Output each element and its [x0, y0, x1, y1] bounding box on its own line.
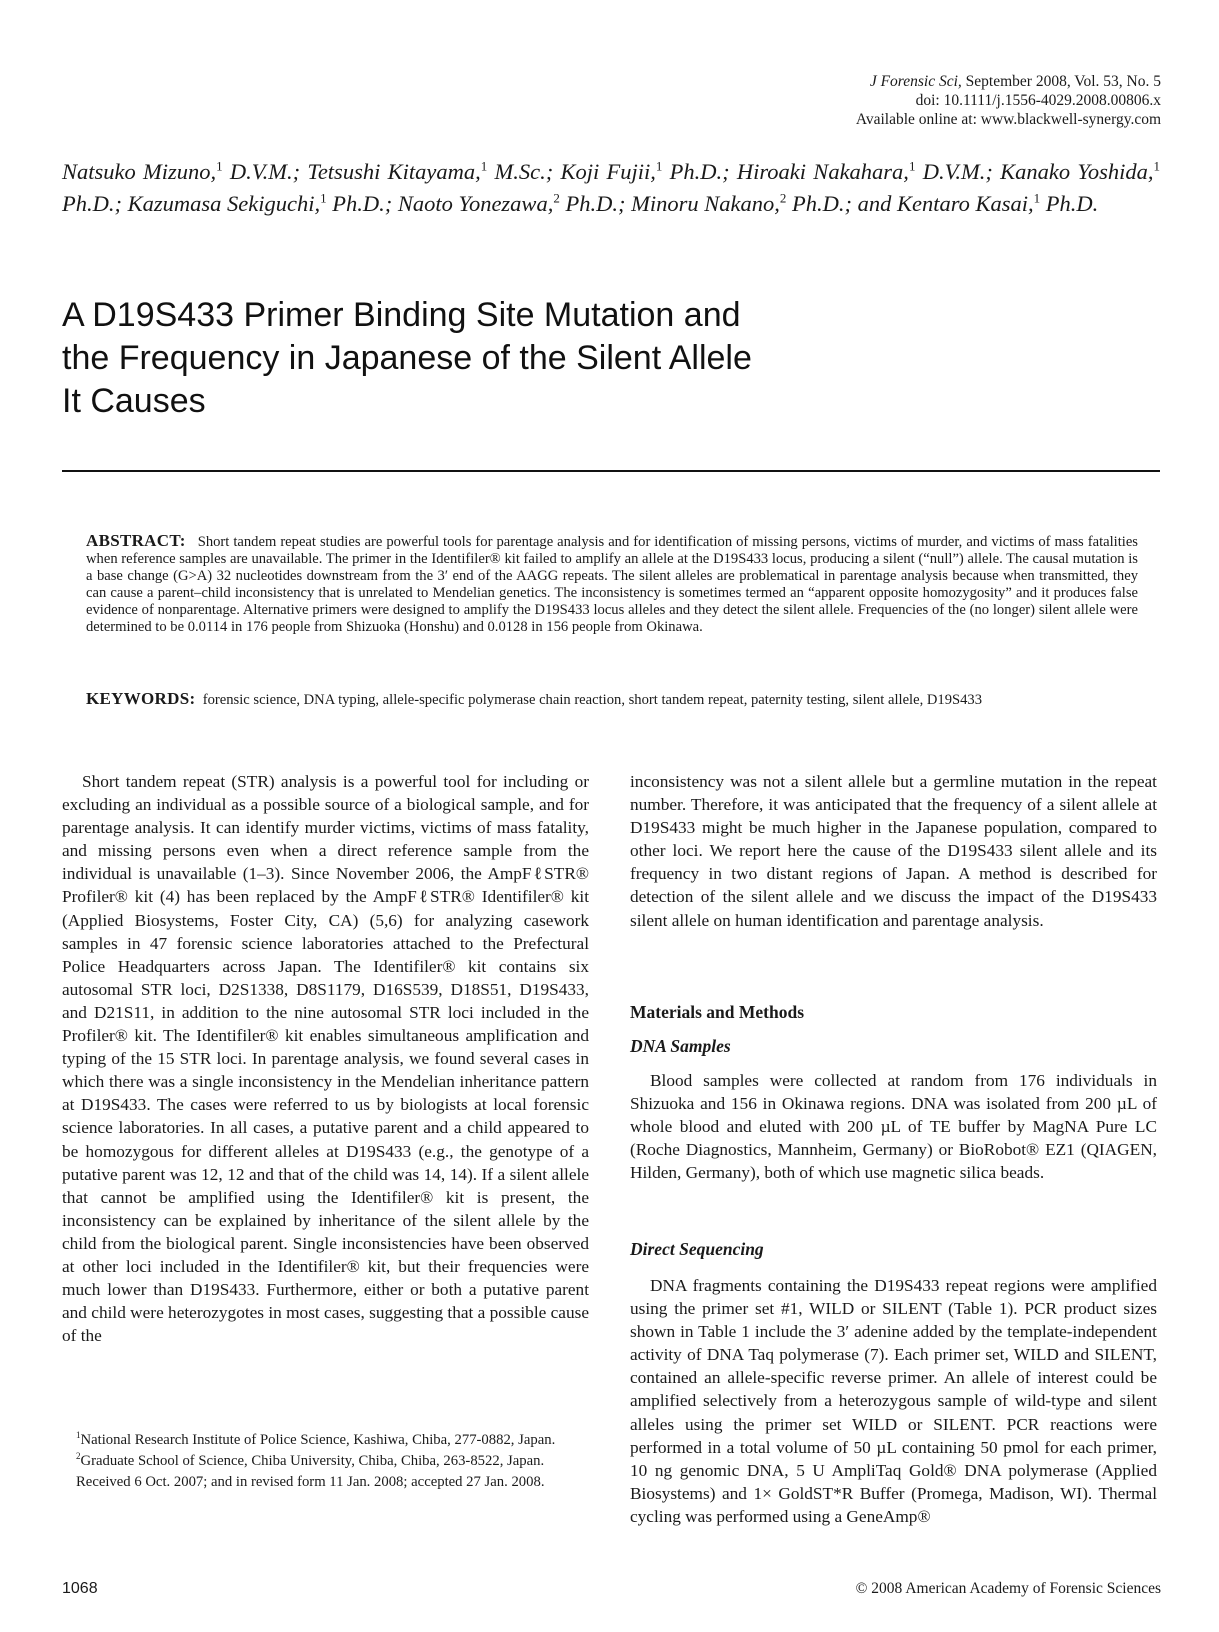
title-line: A D19S433 Primer Binding Site Mutation and — [62, 296, 741, 334]
journal-issue: September 2008, Vol. 53, No. 5 — [961, 73, 1161, 90]
paper-title — [62, 294, 922, 423]
author: Kanako Yoshida,$^1$ Ph.D.; — [62, 158, 1161, 216]
affiliation-footnote: $^1$National Research Institute of Police Science, Kashiwa, Chiba, 277-0882, Japan. — [76, 1430, 556, 1448]
author-list — [62, 156, 1160, 220]
doi: doi: 10.1111/j.1556-4029.2008.00806.x — [915, 92, 1161, 109]
section-heading-methods: Materials and Methods — [630, 1002, 805, 1022]
abstract-text: Short tandem repeat studies are powerful tools for parentage analysis and for identification of missing persons, victims of murder, and victims of mass fatalities when reference samples are unavailable. The primer in the Identifiler® kit failed to amplify an allele at the D19S433 locus, producing a silent (“null”) allele. The causal mutation is a base change (G>A) 32 nucleotides downstream from the 3′ end of the AAGG repeats. The silent alleles are problematical in parentage analysis because when transmitted, they can cause a parent–child inconsistency that is unrelated to Mendelian genetics. The inconsistency is sometimes termed an “apparent opposite homozygosity” and it produces false evidence of nonparentage. Alternative primers were designed to amplify the D19S433 locus alleles and they detect the silent allele. Frequencies of the (no longer) silent allele were determined to be 0.0114 in 176 people from Shizuoka (Honshu) and 0.0128 in 156 people from Okinawa. — [86, 534, 1138, 636]
subsection-heading-dna-samples: DNA Samples — [630, 1036, 731, 1056]
author: Naoto Yonezawa,$^2$ Ph.D.; — [397, 190, 626, 216]
journal-citation — [856, 72, 1161, 91]
left-column — [62, 770, 589, 1347]
author: Koji Fujii,$^1$ Ph.D.; — [560, 158, 730, 184]
dna-samples-text: Blood samples were collected at random from 176 individuals in Shizuoka and 156 in Okinawa regions. DNA was isolated from 200 µL of whole blood and eluted with 200 µL of TE buffer by MagNA Pure LC (Roche Diagnostics, Mannheim, Germany) or BioRobot® EZ1 (QIAGEN, Hilden, Germany), both of which use magnetic silica beads. — [630, 1071, 1157, 1183]
title-line: the Frequency in Japanese of the Silent Allele — [62, 339, 752, 377]
page-number: 1068 — [62, 1580, 98, 1597]
author: Kazumasa Sekiguchi,$^1$ Ph.D.; — [127, 190, 393, 216]
intro-paragraph-continued: inconsistency was not a silent allele but a germline mutation in the repeat number. Therefore, it was anticipated that the frequency of a silent allele at D19S433 might be much higher in the Japanese population, compared to other loci. We report here the cause of the D19S433 silent allele and its frequency in two distant regions of Japan. A method is described for detection of the silent allele and we discuss the impact of the D19S433 silent allele on human identification and parentage analysis. — [630, 772, 1157, 930]
abstract — [86, 532, 1138, 637]
received-dates: Received 6 Oct. 2007; and in revised form 11 Jan. 2008; accepted 27 Jan. 2008. — [76, 1474, 545, 1491]
footnotes — [62, 1432, 589, 1496]
author: Tetsushi Kitayama,$^1$ M.Sc.; — [307, 158, 554, 184]
title-line: It Causes — [62, 382, 206, 420]
keywords-label: KEYWORDS: — [86, 689, 196, 708]
dna-samples-paragraph — [630, 1069, 1157, 1184]
intro-paragraph: Short tandem repeat (STR) analysis is a powerful tool for including or excluding an individual as a possible source of a biological sample, and for parentage analysis. It can identify murder victims, victims of mass fatality, and missing persons even when a direct reference sample from the individual is unavailable (1–3). Since November 2006, the AmpFℓSTR® Profiler® kit (4) has been replaced by the AmpFℓSTR® Identifiler® kit (Applied Biosystems, Foster City, CA) (5,6) for analyzing casework samples in 47 forensic science laboratories attached to the Prefectural Police Headquarters across Japan. The Identifiler® kit contains six autosomal STR loci, D2S1338, D8S1179, D16S539, D18S51, D19S433, and D21S11, in addition to the nine autosomal STR loci included in the Profiler® kit. The Identifiler® kit enables simultaneous amplification and typing of the 15 STR loci. In parentage analysis, we found several cases in which there was a single inconsistency in the Mendelian inheritance pattern at D19S433. The cases were referred to us by biologists at local forensic science laboratories. In all cases, a putative parent and a child appeared to be homozygous for different alleles at D19S433 (e.g., the genotype of a putative parent was 12, 12 and that of the child was 14, 14). If a silent allele that cannot be amplified using the Identifiler® kit is present, the inconsistency can be explained by inheritance of the silent allele by the child from the biological parent. Single inconsistencies have been observed at other loci included in the Identifiler® kit, but their frequencies were much lower than D19S433. Furthermore, either or both a putative parent and child were heterozygotes in most cases, suggesting that a possible cause of the — [62, 772, 589, 1346]
copyright-notice: © 2008 American Academy of Forensic Sciences — [855, 1580, 1161, 1597]
author: Natsuko Mizuno,$^1$ D.V.M.; — [62, 158, 301, 184]
author: Minoru Nakano,$^2$ Ph.D.; — [631, 190, 852, 216]
affiliation-footnote: $^2$Graduate School of Science, Chiba University, Chiba, Chiba, 263-8522, Japan. — [76, 1451, 545, 1470]
keywords — [86, 690, 1138, 709]
journal-header — [856, 72, 1161, 129]
keywords-text: forensic science, DNA typing, allele-specific polymerase chain reaction, short tandem repeat, paternity testing, silent allele, D19S433 — [202, 692, 983, 708]
author: and Kentaro Kasai,$^1$ Ph.D. — [857, 190, 1099, 216]
journal-name: J Forensic Sci, — [869, 73, 962, 90]
online-availability: Available online at: www.blackwell-synergy.com — [855, 111, 1161, 128]
right-column-intro — [630, 770, 1157, 932]
direct-sequencing-paragraph — [630, 1274, 1157, 1528]
title-divider — [62, 470, 1160, 472]
author: Hiroaki Nakahara,$^1$ D.V.M.; — [736, 158, 993, 184]
direct-sequencing-text: DNA fragments containing the D19S433 repeat regions were amplified using the primer set #1, WILD or SILENT (Table 1). PCR product sizes shown in Table 1 include the 3′ adenine added by the template-independent activity of DNA Taq polymerase (7). Each primer set, WILD and SILENT, contained an allele-specific reverse primer. An allele of interest could be amplified selectively from a heterozygous sample of wild-type and silent alleles using the primer set WILD or SILENT. PCR reactions were performed in a total volume of 50 µL containing 50 pmol for each primer, 10 ng genomic DNA, 5 U AmpliTaq Gold® DNA polymerase (Applied Biosystems) and 1× GoldST*R Buffer (Promega, Madison, WI). Thermal cycling was performed using a GeneAmp® — [630, 1276, 1157, 1526]
abstract-label: ABSTRACT: — [86, 531, 186, 550]
subsection-heading-direct-sequencing: Direct Sequencing — [630, 1239, 764, 1259]
